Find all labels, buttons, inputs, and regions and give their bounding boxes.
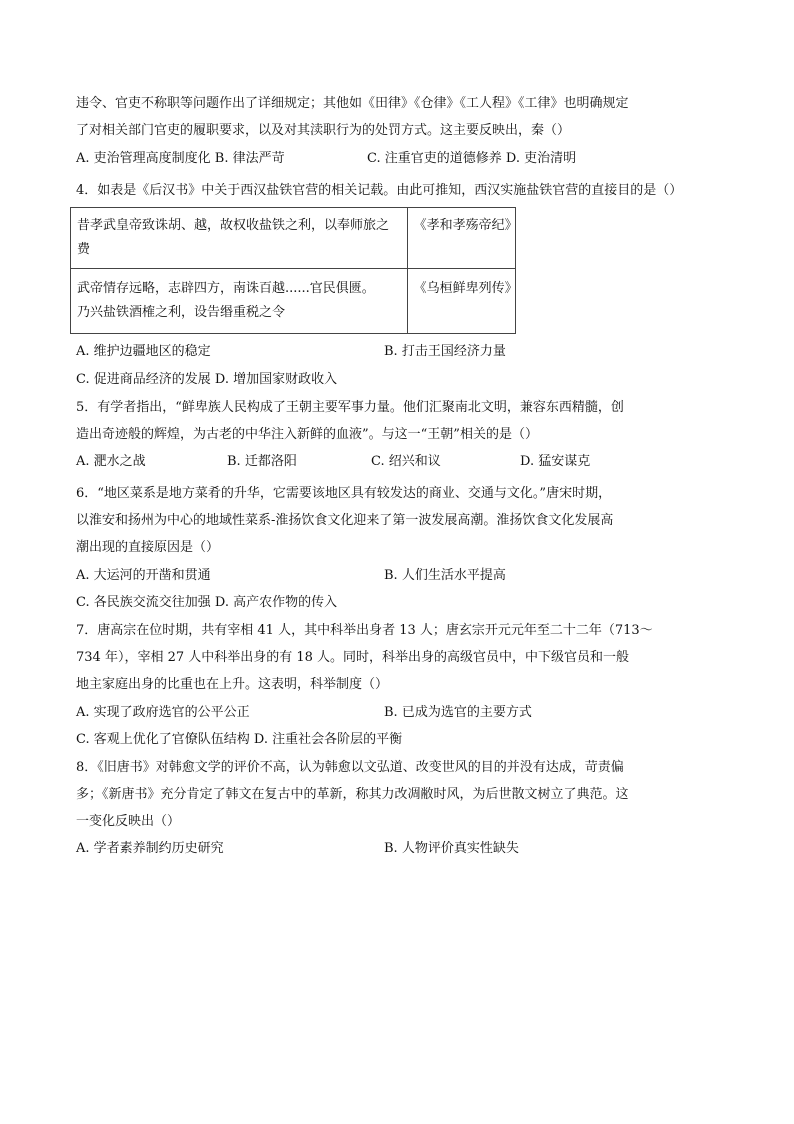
table-cell-text	[71, 208, 408, 269]
intro-line-2: 了对相关部门官吏的履职要求，以及对其渎职行为的处罚方式。这主要反映出，秦（）	[76, 123, 571, 138]
cell-text-line: 乃兴盐铁酒榷之利，设告缗重税之令	[77, 305, 286, 320]
q5-option-c: C. 绍兴和议	[371, 454, 441, 469]
q6-stem-line-1: 6．“地区菜系是地方菜肴的升华，它需要该地区具有较发达的商业、交通与文化。”唐宋时期，	[76, 486, 612, 501]
table-row	[71, 269, 516, 334]
q6-option-a: A. 大运河的开凿和贯通	[76, 568, 211, 583]
q7-stem-line-2: 734 年），宰相 27 人中科举出身的有 18 人。同时，科举出身的高级官员中，中下级官员和一般	[76, 650, 630, 665]
q8-stem-line-2: 多；《新唐书》充分肯定了韩文在复古中的革新，称其力改凋敝时风，为后世散文树立了典范。这	[76, 787, 629, 802]
cell-text-line: 武帝情存远略，志辟四方，南诛百越......官民俱匮。	[77, 281, 375, 296]
q7-option-a: A. 实现了政府选官的公平公正	[76, 705, 250, 720]
q4-option-b: B. 打击王国经济力量	[384, 344, 506, 359]
q8-option-b: B. 人物评价真实性缺失	[384, 841, 519, 856]
table-cell-source: 《孝和孝殇帝纪》	[407, 208, 515, 269]
q8-option-a: A. 学者素养制约历史研究	[76, 841, 224, 856]
q5-option-b: B. 迁都洛阳	[227, 454, 297, 469]
table-row	[71, 208, 516, 269]
q7-stem-line-3: 地主家庭出身的比重也在上升。这表明，科举制度（）	[76, 677, 389, 692]
q7-option-cd: C. 客观上优化了官僚队伍结构 D. 注重社会各阶层的平衡	[76, 732, 403, 747]
intro-option-ab: A. 吏治管理高度制度化 B. 律法严苛	[76, 151, 285, 166]
intro-line-1: 违令、官吏不称职等问题作出了详细规定；其他如《田律》《仓律》《工人程》《工律》也明确规定	[76, 96, 629, 111]
q4-source-table	[70, 207, 516, 334]
table-cell-source: 《乌桓鲜卑列传》	[407, 269, 515, 334]
q5-stem-line-1: 5．有学者指出，“鲜卑族人民构成了王朝主要军事力量。他们汇聚南北文明，兼容东西精髓，创	[76, 400, 624, 415]
cell-text-line: 费	[77, 242, 91, 257]
q6-option-cd: C. 各民族交流交往加强 D. 高产农作物的传入	[76, 595, 338, 610]
cell-text-line: 昔孝武皇帝致诛胡、越，故权收盐铁之利，以奉师旅之	[77, 218, 390, 233]
q7-stem-line-1: 7．唐高宗在位时期，共有宰相 41 人，其中科举出身者 13 人；唐玄宗开元元年至二十二年（713～	[76, 623, 653, 638]
intro-option-cd: C. 注重官吏的道德修养 D. 吏治清明	[367, 151, 577, 166]
q8-stem-line-1: 8．《旧唐书》对韩愈文学的评价不高，认为韩愈以文弘道、改变世风的目的并没有达成，苛责偏	[76, 760, 624, 775]
q4-option-a: A. 维护边疆地区的稳定	[76, 344, 211, 359]
q5-option-a: A. 淝水之战	[76, 454, 146, 469]
q4-stem: 4．如表是《后汉书》中关于西汉盐铁官营的相关记载。由此可推知，西汉实施盐铁官营的直接目的是（）	[76, 183, 683, 198]
table-cell-text	[71, 269, 408, 334]
q7-option-b: B. 已成为选官的主要方式	[384, 705, 532, 720]
q6-stem-line-2: 以淮安和扬州为中心的地域性菜系-淮扬饮食文化迎来了第一波发展高潮。淮扬饮食文化发展高	[76, 513, 614, 528]
q6-option-b: B. 人们生活水平提高	[384, 568, 506, 583]
q5-option-d: D. 猛安谋克	[520, 454, 591, 469]
q6-stem-line-3: 潮出现的直接原因是（）	[76, 540, 220, 555]
q4-option-cd: C. 促进商品经济的发展 D. 增加国家财政收入	[76, 372, 338, 387]
q8-stem-line-3: 一变化反映出（）	[76, 814, 181, 829]
q5-stem-line-2: 造出奇迹般的辉煌，为古老的中华注入新鲜的血液”。与这一“王朝”相关的是（）	[76, 427, 538, 442]
